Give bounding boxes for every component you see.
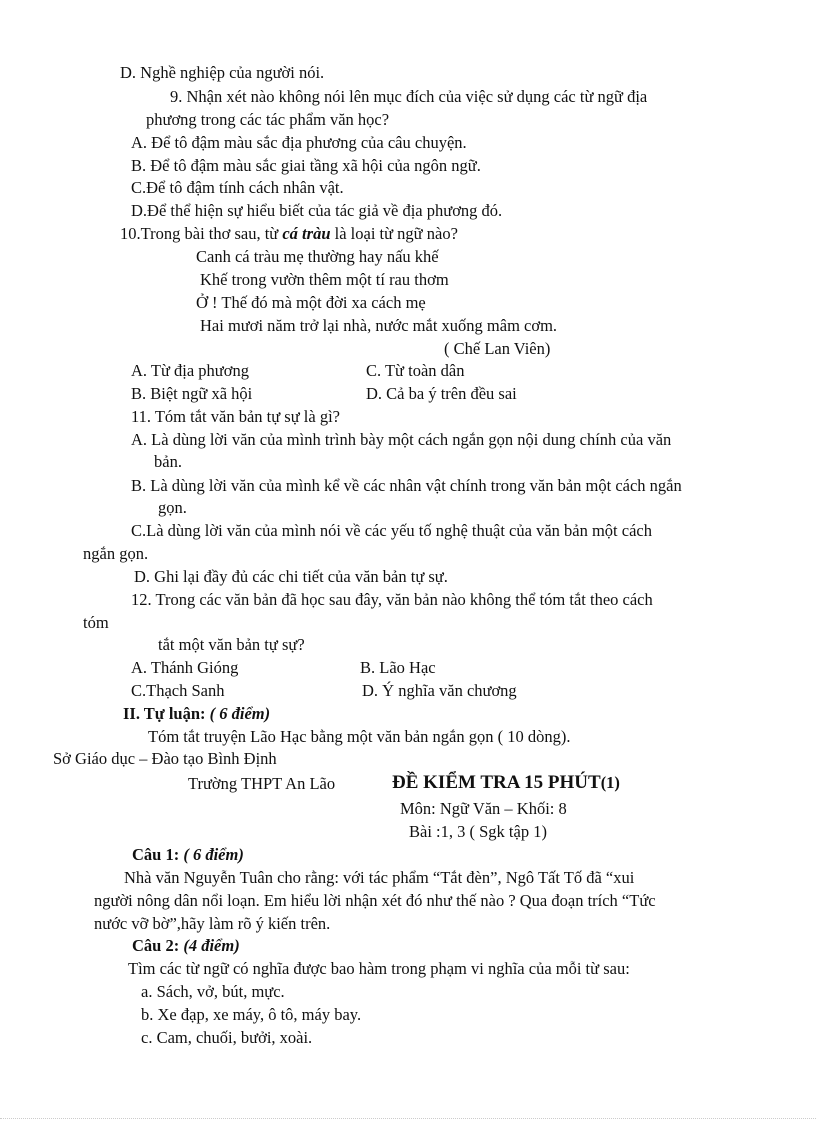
q10-poem-line-4: Hai mươi năm trở lại nhà, nước mắt xuống mâm cơm. (200, 316, 558, 335)
cau1-body-line-3: nước vỡ bờ”,hãy làm rõ ý kiến trên. (94, 914, 331, 933)
cau1-body-line-1: Nhà văn Nguyễn Tuân cho rằng: với tác phẩm “Tắt đèn”, Ngô Tất Tố đã “xui (124, 868, 635, 887)
cau2-heading (132, 935, 240, 957)
q10-poem-line-1: Canh cá tràu mẹ thường hay nấu khế (196, 247, 439, 266)
q11-option-c-line-1: C.Là dùng lời văn của mình nói về các yếu tố nghệ thuật của văn bản một cách (131, 521, 652, 540)
q12-stem-line-3: tắt một văn bản tự sự? (158, 635, 305, 654)
essay-points: ( 6 điểm) (205, 704, 271, 723)
essay-prompt: Tóm tắt truyện Lão Hạc bằng một văn bản ngắn gọn ( 10 dòng). (148, 727, 571, 746)
q9-option-c: C.Để tô đậm tính cách nhân vật. (131, 178, 344, 197)
exam-number: (1) (600, 773, 620, 792)
q11-option-b-line-2: gọn. (158, 498, 187, 517)
q11-option-c-line-2: ngắn gọn. (83, 544, 149, 563)
q9-option-b: B. Để tô đậm màu sắc giai tầng xã hội của ngôn ngữ. (131, 156, 481, 175)
q12-option-a: A. Thánh Gióng (131, 658, 239, 677)
cau2-item-a: a. Sách, vở, bút, mực. (141, 982, 285, 1001)
q9-stem-line-2: phương trong các tác phẩm văn học? (146, 110, 390, 129)
q11-option-d: D. Ghi lại đầy đủ các chi tiết của văn bản tự sự. (134, 567, 448, 586)
essay-heading (123, 703, 270, 725)
q10-option-d: D. Cả ba ý trên đều sai (366, 384, 517, 403)
q8-option-d: D. Nghề nghiệp của người nói. (120, 63, 325, 82)
exam-title-text: ĐỀ KIỂM TRA 15 PHÚT (392, 772, 601, 793)
cau1-heading (132, 844, 244, 866)
q11-stem: 11. Tóm tắt văn bản tự sự là gì? (131, 407, 340, 426)
q9-option-a: A. Để tô đậm màu sắc địa phương của câu chuyện. (131, 133, 467, 152)
q10-option-a: A. Từ địa phương (131, 361, 249, 380)
essay-heading-label: II. Tự luận: (123, 704, 206, 723)
q10-stem-emphasis: cá tràu (282, 224, 331, 243)
q11-option-a-line-2: bản. (154, 452, 182, 471)
department-name: Sở Giáo dục – Đào tạo Bình Định (53, 749, 277, 768)
cau1-body-line-2: người nông dân nổi loạn. Em hiểu lời nhận xét đó như thế nào ? Qua đoạn trích “Tức (94, 891, 656, 910)
q12-option-c: C.Thạch Sanh (131, 681, 225, 700)
q12-option-b: B. Lão Hạc (360, 658, 436, 677)
q10-poem-line-3: Ở ! Thế đó mà một đời xa cách mẹ (196, 293, 426, 312)
cau2-item-b: b. Xe đạp, xe máy, ô tô, máy bay. (141, 1005, 362, 1024)
cau2-item-c: c. Cam, chuối, bưởi, xoài. (141, 1028, 313, 1047)
q11-option-b-line-1: B. Là dùng lời văn của mình kể về các nhân vật chính trong văn bản một cách ngắn (131, 476, 682, 495)
cau1-label: Câu 1: (132, 845, 180, 864)
cau1-points: ( 6 điểm) (179, 845, 244, 864)
exam-title (392, 772, 620, 794)
exam-lesson: Bài :1, 3 ( Sgk tập 1) (409, 822, 547, 841)
q9-option-d: D.Để thể hiện sự hiểu biết của tác giả về địa phương đó. (131, 201, 503, 220)
q10-stem (120, 223, 458, 245)
q10-stem-suffix: là loại từ ngữ nào? (330, 224, 458, 243)
cau2-points: (4 điểm) (179, 936, 240, 955)
q11-option-a-line-1: A. Là dùng lời văn của mình trình bày một cách ngắn gọn nội dung chính của văn (131, 430, 672, 449)
q10-poem-line-2: Khế trong vườn thêm một tí rau thơm (200, 270, 449, 289)
cau2-label: Câu 2: (132, 936, 180, 955)
school-name: Trường THPT An Lão (188, 774, 336, 793)
q10-attribution: ( Chế Lan Viên) (444, 339, 551, 358)
cau2-instruction: Tìm các từ ngữ có nghĩa được bao hàm trong phạm vi nghĩa của mỗi từ sau: (128, 959, 630, 978)
q12-stem-line-1: 12. Trong các văn bản đã học sau đây, văn bản nào không thể tóm tắt theo cách (131, 590, 653, 609)
q10-option-b: B. Biệt ngữ xã hội (131, 384, 253, 403)
q12-stem-line-2: tóm (83, 613, 109, 632)
exam-subject: Môn: Ngữ Văn – Khối: 8 (400, 799, 567, 818)
q10-stem-prefix: 10.Trong bài thơ sau, từ (120, 224, 283, 243)
q12-option-d: D. Ý nghĩa văn chương (362, 681, 517, 700)
q10-option-c: C. Từ toàn dân (366, 361, 465, 380)
q9-stem-line-1: 9. Nhận xét nào không nói lên mục đích của việc sử dụng các từ ngữ địa (170, 87, 648, 106)
page-bottom-rule (0, 1118, 816, 1119)
